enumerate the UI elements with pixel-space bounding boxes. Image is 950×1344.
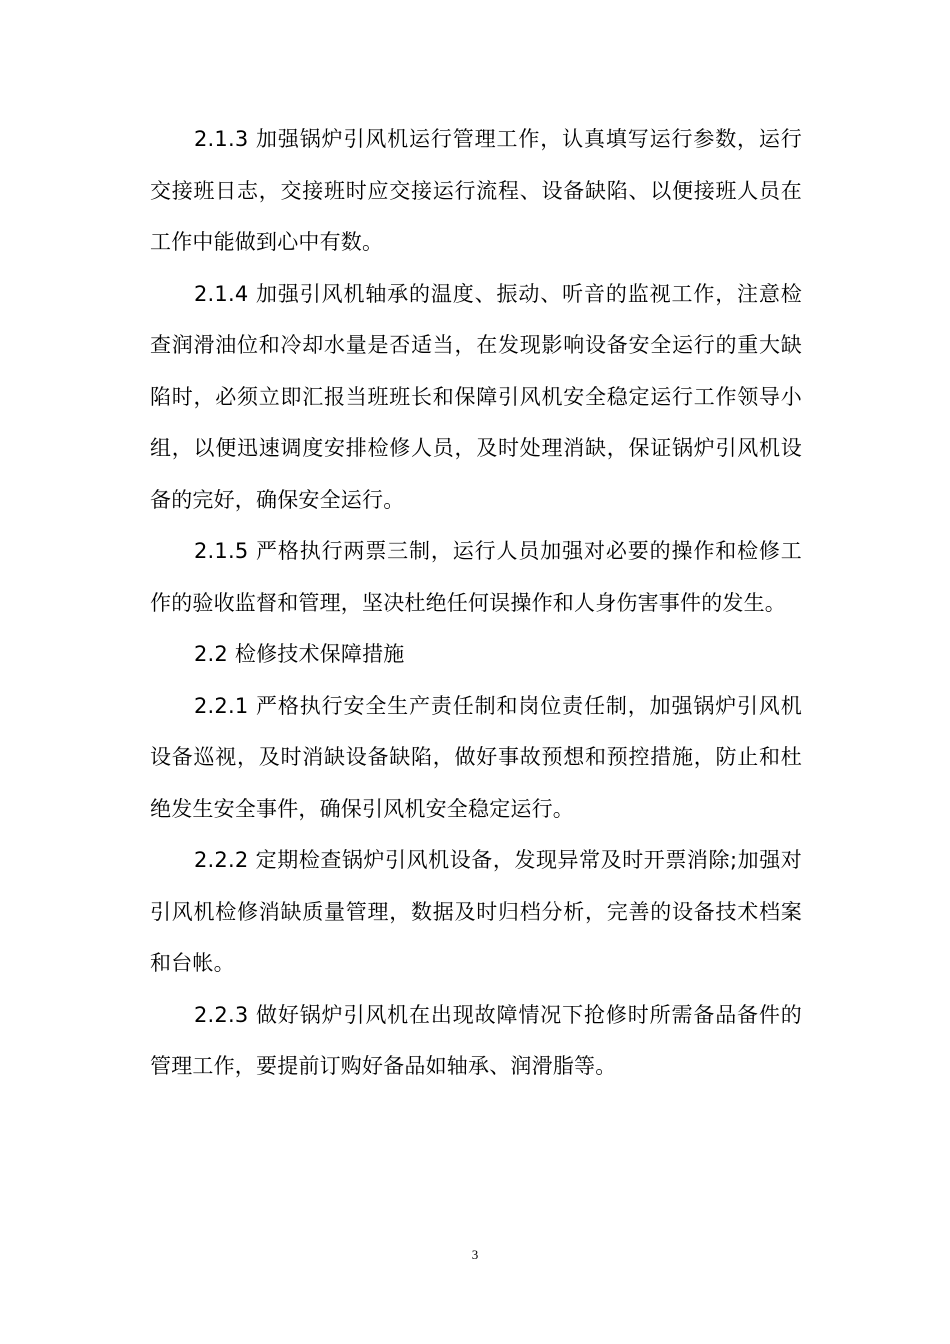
paragraph-2-2-2: 2.2.2 定期检查锅炉引风机设备，发现异常及时开票消除;加强对引风机检修消缺质量管理，数据及时归档分析，完善的设备技术档案和台帐。 — [150, 848, 802, 975]
paragraph-2-2-3: 2.2.3 做好锅炉引风机在出现故障情况下抢修时所需备品备件的管理工作，要提前订购好备品如轴承、润滑脂等。 — [150, 1002, 802, 1078]
paragraph-2-1-3: 2.1.3 加强锅炉引风机运行管理工作，认真填写运行参数，运行交接班日志，交接班时应交接运行流程、设备缺陷、以便接班人员在工作中能做到心中有数。 — [150, 127, 802, 254]
paragraph-2-1-5: 2.1.5 严格执行两票三制，运行人员加强对必要的操作和检修工作的验收监督和管理，坚决杜绝任何误操作和人身伤害事件的发生。 — [150, 539, 802, 615]
paragraph-2-1-4: 2.1.4 加强引风机轴承的温度、振动、听音的监视工作，注意检查润滑油位和冷却水量是否适当，在发现影响设备安全运行的重大缺陷时，必须立即汇报当班班长和保障引风机安全稳定运行工作领导小组，以便迅速调度安排检修人员，及时处理消缺，保证锅炉引风机设备的完好，确保安全运行。 — [150, 281, 802, 512]
page-number: 3 — [471, 1247, 479, 1262]
paragraph-2-2-1: 2.2.1 严格执行安全生产责任制和岗位责任制，加强锅炉引风机设备巡视，及时消缺设备缺陷，做好事故预想和预控措施，防止和杜绝发生安全事件，确保引风机安全稳定运行。 — [150, 693, 802, 821]
section-heading-2-2: 2.2 检修技术保障措施 — [194, 642, 405, 666]
document-body — [150, 114, 802, 1093]
